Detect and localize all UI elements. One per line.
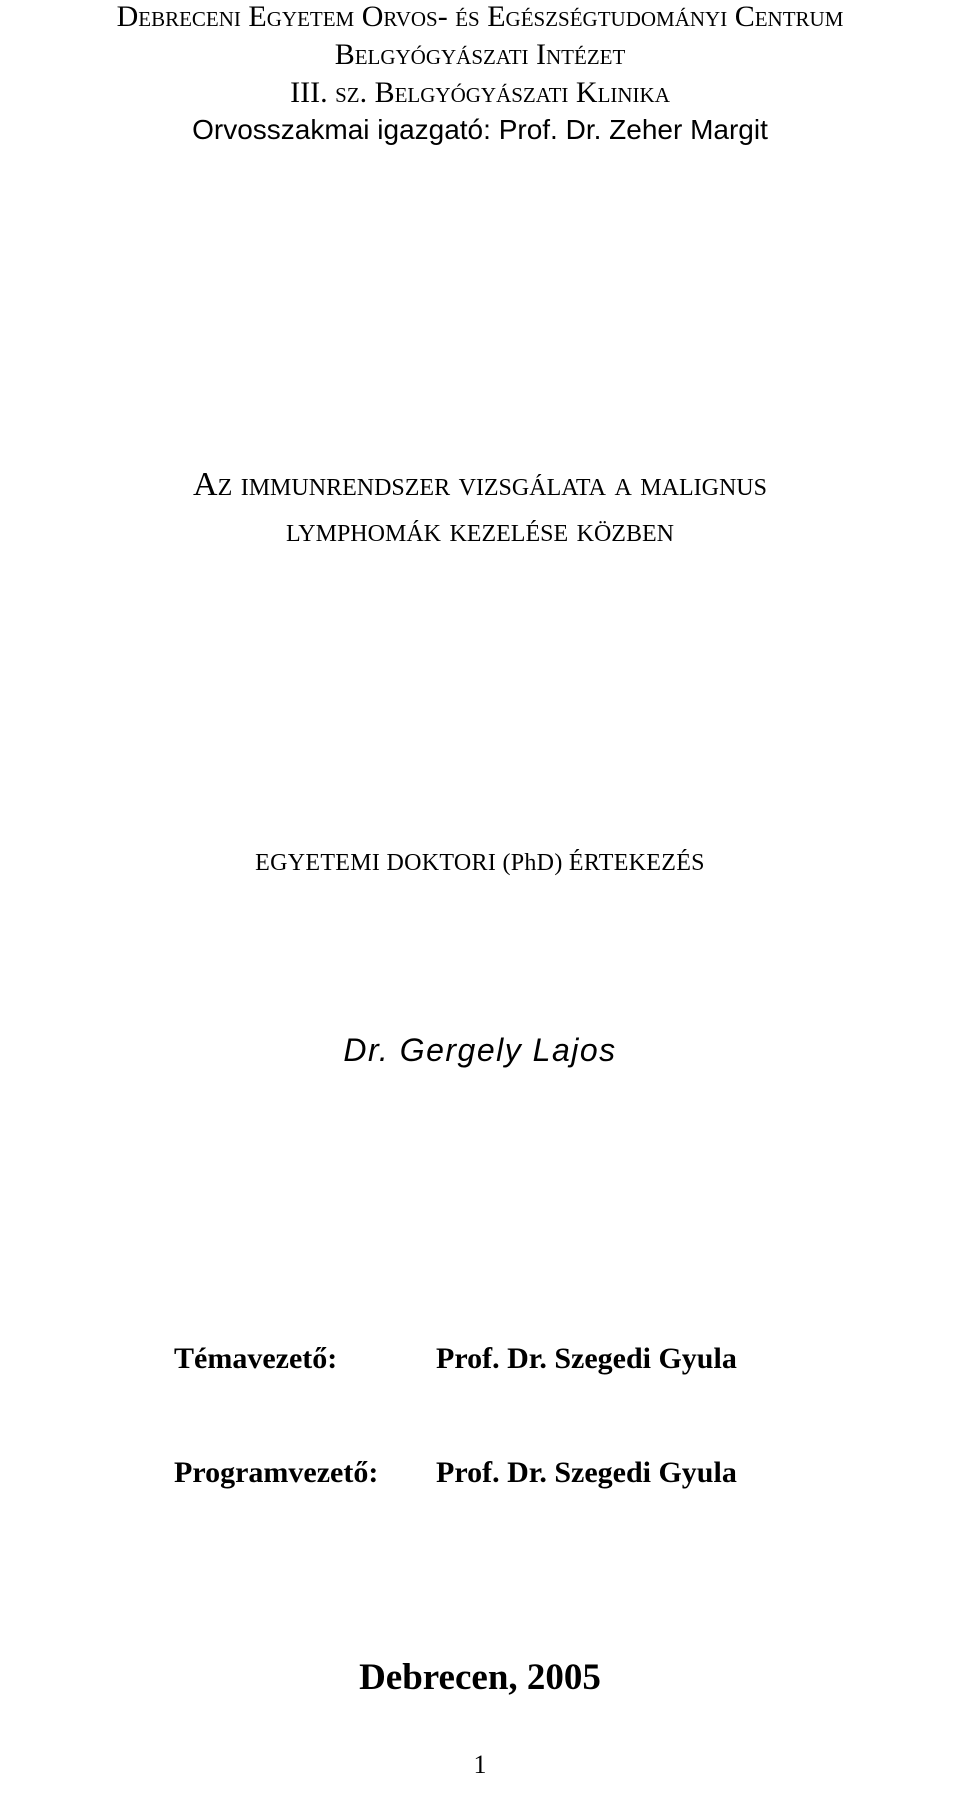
header-director: Orvosszakmai igazgató: Prof. Dr. Zeher Margit <box>192 114 768 145</box>
program-director-row <box>174 1455 737 1491</box>
author-name: Dr. Gergely Lajos <box>343 1032 617 1068</box>
supervisor-row <box>174 1341 737 1377</box>
place-year: Debrecen, 2005 <box>359 1657 601 1698</box>
header-university: Debreceni Egyetem Orvos- és Egészségtudományi Centrum <box>116 0 844 33</box>
program-director-label: Programvezető: <box>174 1456 379 1489</box>
header-institute: Belgyógyászati Intézet <box>334 38 626 71</box>
supervisor-label: Témavezető: <box>174 1342 338 1375</box>
thesis-type: EGYETEMI DOKTORI (PhD) ÉRTEKEZÉS <box>255 850 705 876</box>
thesis-title-line-2: lymphomák kezelése közben <box>286 512 674 549</box>
page-number: 1 <box>473 1750 487 1779</box>
header-clinic: III. sz. Belgyógyászati Klinika <box>290 76 670 109</box>
program-director-name: Prof. Dr. Szegedi Gyula <box>436 1456 737 1489</box>
supervisor-name: Prof. Dr. Szegedi Gyula <box>436 1342 737 1375</box>
thesis-title-line-1: Az immunrendszer vizsgálata a malignus <box>193 466 767 503</box>
